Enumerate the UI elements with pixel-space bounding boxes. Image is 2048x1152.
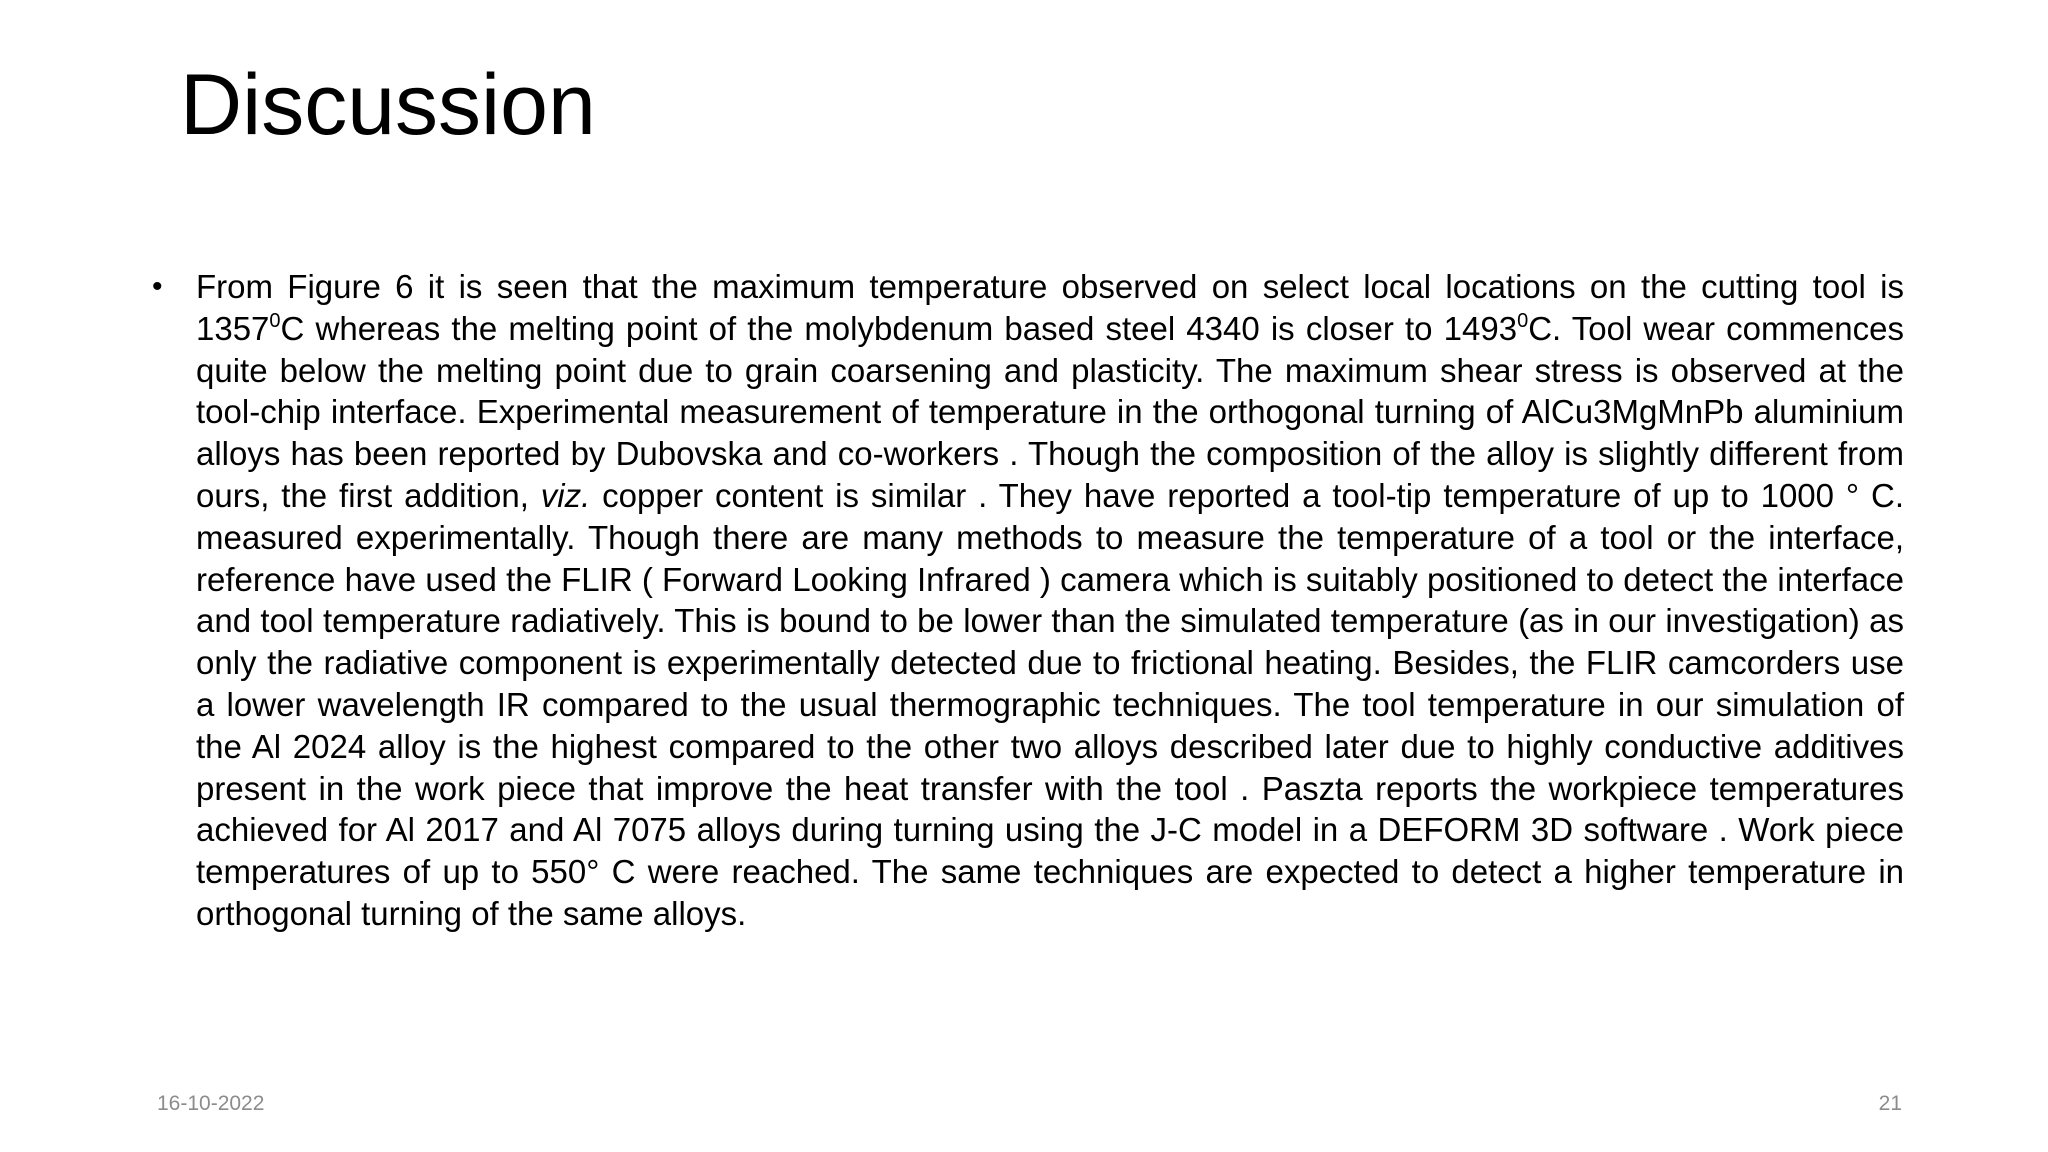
paragraph-part-2: C whereas the melting point of the molybdenum based steel 4340 is closer to 1493 <box>280 309 1518 347</box>
paragraph-part-4: copper content is similar . They have reported a tool-tip temperature of up to 1000 ° C. measured experimentally. Though there are many methods to measure the temperature of a tool or the interface, reference have used the FLIR ( Forward Looking Infrared ) camera which is suitably positioned to detect the interface and tool temperature radiatively. This is bound to be lower than the simulated temperature (as in our investigation) as only the radiative component is experimentally detected due to frictional heating. Besides, the FLIR camcorders use a lower wavelength IR compared to the usual thermographic techniques. The tool temperature in our simulation of the Al 2024 alloy is the highest compared to the other two alloys described later due to highly conductive additives present in the work piece that improve the heat transfer with the tool . Paszta reports the workpiece temperatures achieved for Al 2017 and Al 7075 alloys during turning using the J-C model in a DEFORM 3D software . Work piece temperatures of up to 550° C were reached. The same techniques are expected to detect a higher temperature in orthogonal turning of the same alloys. <box>196 476 1905 932</box>
paragraph-italic-viz: viz. <box>540 476 591 514</box>
slide-content <box>152 266 1904 935</box>
bullet-item <box>152 266 1904 935</box>
footer-date: 16-10-2022 <box>157 1092 265 1115</box>
bullet-text <box>196 268 1904 932</box>
paragraph-part-3: C. Tool wear commences quite below the melting point due to grain coarsening and plasticity. The maximum shear stress is observed at the tool-chip interface. Experimental measurement of temperature in the orthogonal turning of AlCu3MgMnPb aluminium alloys has been reported by Dubovska and co-workers . Though the composition of the alloy is slightly different from ours, the first addition, <box>196 309 1904 514</box>
footer-page-number: 21 <box>1878 1092 1902 1115</box>
paragraph-part-1: From Figure 6 it is seen that the maximum temperature observed on select local locations on the cutting tool is 1357 <box>196 268 1904 347</box>
slide-title: Discussion <box>180 57 596 153</box>
superscript-degree-2: 0 <box>1517 309 1529 332</box>
superscript-degree-1: 0 <box>269 309 281 332</box>
bullet-marker-icon: • <box>152 270 163 303</box>
